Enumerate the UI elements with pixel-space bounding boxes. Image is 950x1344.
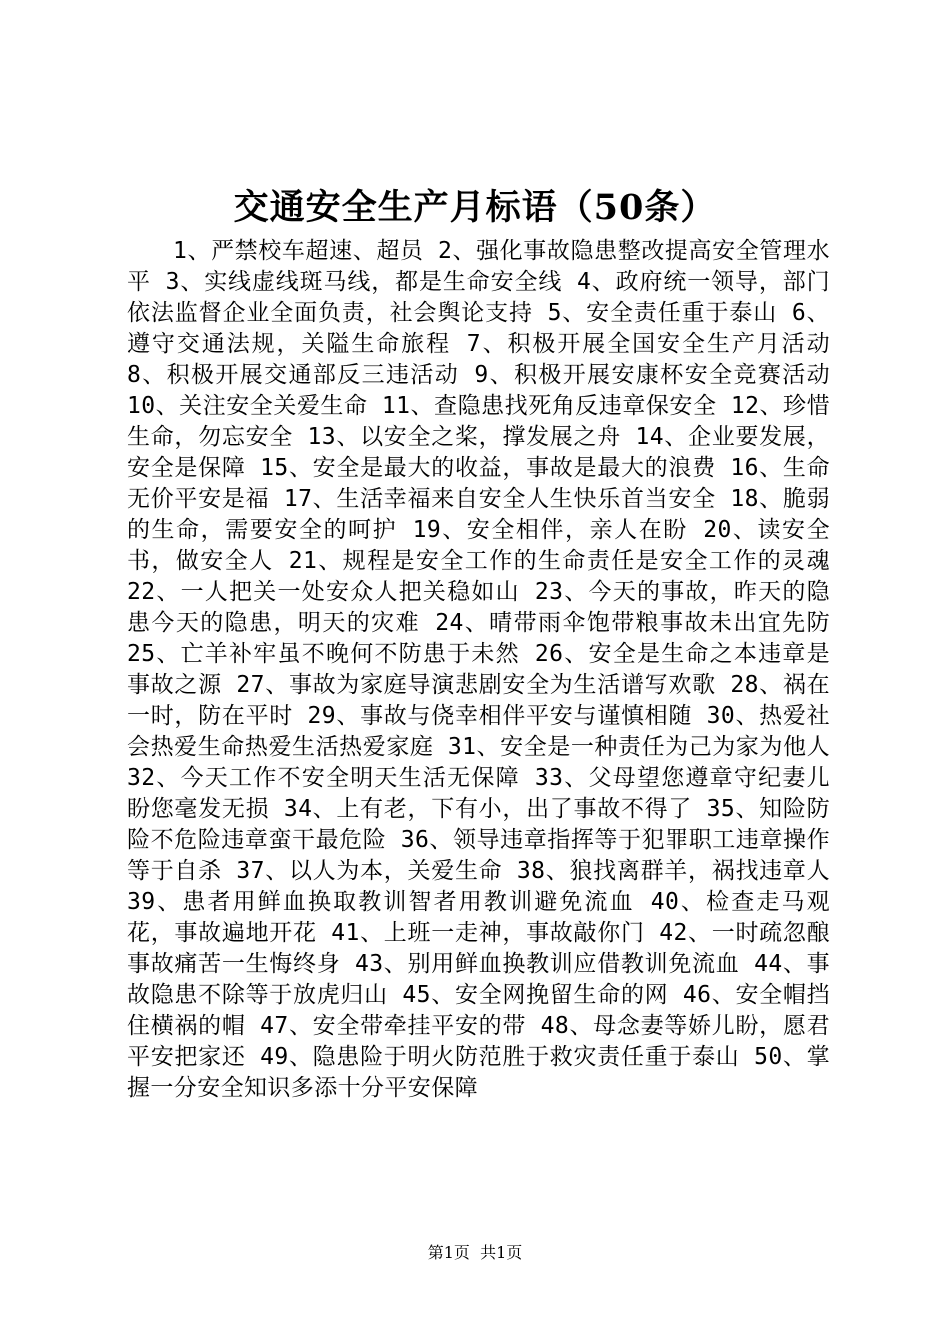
page-number-current: 第1页	[427, 1243, 470, 1262]
document-body-text: 1、严禁校车超速、超员 2、强化事故隐患整改提高安全管理水平 3、实线虚线斑马线，都是生命安全线 4、政府统一领导，部门依法监督企业全面负责，社会舆论支持 5、安全责任重于泰山 6、遵守交通法规，关隘生命旅程 7、积极开展全国安全生产月活动 8、积极开展交通部反三违活动 9、积极开展安康杯安全竞赛活动 10、关注安全关爱生命 11、查隐患找死角反违章保安全 12、珍惜生命，勿忘安全 13、以安全之桨，撑发展之舟 14、企业要发展，安全是保障 15、安全是最大的收益，事故是最大的浪费 16、生命无价平安是福 17、生活幸福来自安全人生快乐首当安全 18、脆弱的生命，需要安全的呵护 19、安全相伴，亲人在盼 20、读安全书，做安全人 21、规程是安全工作的生命责任是安全工作的灵魂 22、一人把关一处安众人把关稳如山 23、今天的事故，昨天的隐患今天的隐患，明天的灾难 24、晴带雨伞饱带粮事故未出宜先防 25、亡羊补牢虽不晚何不防患于未然 26、安全是生命之本违章是事故之源 27、事故为家庭导演悲剧安全为生活谱写欢歌 28、祸在一时，防在平时 29、事故与侥幸相伴平安与谨慎相随 30、热爱社会热爱生命热爱生活热爱家庭 31、安全是一种责任为己为家为他人 32、今天工作不安全明天生活无保障 33、父母望您遵章守纪妻儿盼您毫发无损 34、上有老，下有小，出了事故不得了 35、知险防险不危险违章蛮干最危险 36、领导违章指挥等于犯罪职工违章操作等于自杀 37、以人为本，关爱生命 38、狼找离群羊，祸找违章人 39、患者用鲜血换取教训智者用教训避免流血 40、检查走马观花，事故遍地开花 41、上班一走神，事故敲你门 42、一时疏忽酿事故痛苦一生悔终身 43、别用鲜血换教训应借教训免流血 44、事故隐患不除等于放虎归山 45、安全网挽留生命的网 46、安全帽挡住横祸的帽 47、安全带牵挂平安的带 48、母念妻等娇儿盼，愿君平安把家还 49、隐患险于明火防范胜于救灾责任重于泰山 50、掌握一分安全知识多添十分平安保障	[127, 238, 830, 1101]
page-footer	[0, 1243, 950, 1263]
document-title: 交通安全生产月标语（50条）	[233, 187, 717, 228]
page-number-total: 共1页	[480, 1243, 523, 1262]
